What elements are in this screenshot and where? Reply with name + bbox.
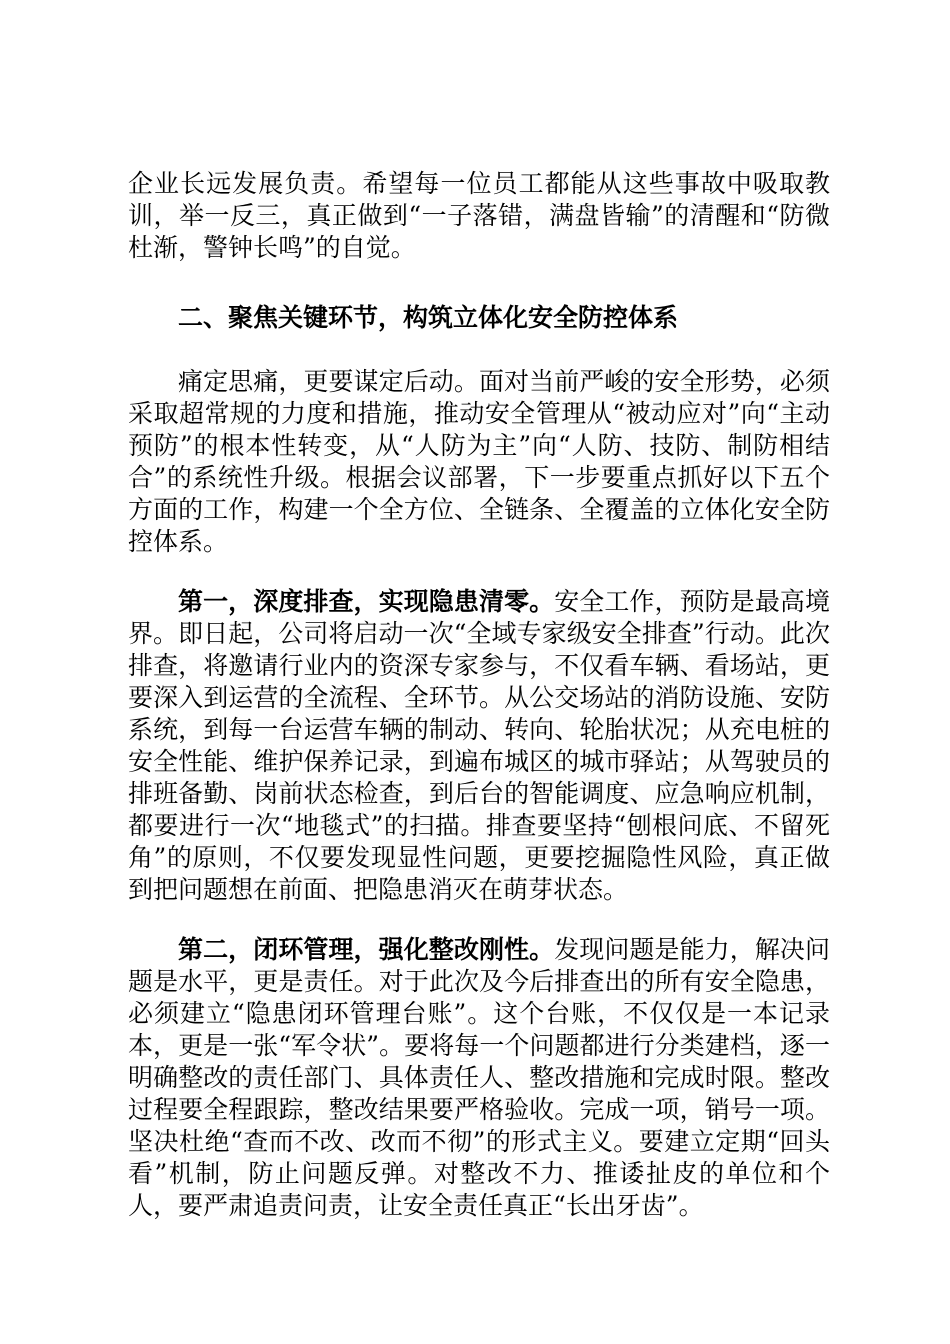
paragraph-lead: 第一，深度排查，实现隐患清零。: [178, 587, 555, 616]
document-page: [128, 168, 830, 1222]
paragraph-text: 安全工作，预防是最高境界。即日起，公司将启动一次“全域专家级安全排查”行动。此次排查，将邀请行业内的资深专家参与，不仅看车辆、看场站，更要深入到运营的全流程、全环节。从公交场站的消防设施、安防系统，到每一台运营车辆的制动、转向、轮胎状况；从充电桩的安全性能、维护保养记录，到遍布城区的城市驿站；从驾驶员的排班备勤、岗前状态检查，到后台的智能调度、应急响应机制，都要进行一次“地毯式”的扫描。排查要坚持“刨根问底、不留死角”的原则，不仅要发现显性问题，更要挖掘隐性风险，真正做到把问题想在前面、把隐患消灭在萌芽状态。: [128, 587, 830, 904]
paragraph-continuation: [128, 168, 830, 264]
section-heading-text: 二、聚焦关键环节，构筑立体化安全防控体系: [178, 303, 679, 332]
paragraph-text: 发现问题是能力，解决问题是水平，更是责任。对于此次及今后排查出的所有安全隐患，必须建立“隐患闭环管理台账”。这个台账，不仅仅是一本记录本，更是一张“军令状”。要将每一个问题都进行分类建档，逐一明确整改的责任部门、具体责任人、整改措施和完成时限。整改过程要全程跟踪，整改结果要严格验收。完成一项，销号一项。坚决杜绝“查而不改、改而不彻”的形式主义。要建立定期“回头看”机制，防止问题反弹。对整改不力、推诿扯皮的单位和个人，要严肃追责问责，让安全责任真正“长出牙齿”。: [128, 935, 830, 1220]
paragraph-intro: [128, 366, 830, 558]
section-heading: [128, 302, 830, 334]
paragraph-lead: 第二，闭环管理，强化整改刚性。: [178, 935, 555, 964]
paragraph-point-one: [128, 586, 830, 906]
paragraph-text: 痛定思痛，更要谋定后动。面对当前严峻的安全形势，必须采取超常规的力度和措施，推动安全管理从“被动应对”向“主动预防”的根本性转变，从“人防为主”向“人防、技防、制防相结合”的系统性升级。根据会议部署，下一步要重点抓好以下五个方面的工作，构建一个全方位、全链条、全覆盖的立体化安全防控体系。: [128, 367, 830, 556]
paragraph-text: 企业长远发展负责。希望每一位员工都能从这些事故中吸取教训，举一反三，真正做到“一子落错，满盘皆输”的清醒和“防微杜渐，警钟长鸣”的自觉。: [128, 169, 830, 262]
paragraph-point-two: [128, 934, 830, 1222]
